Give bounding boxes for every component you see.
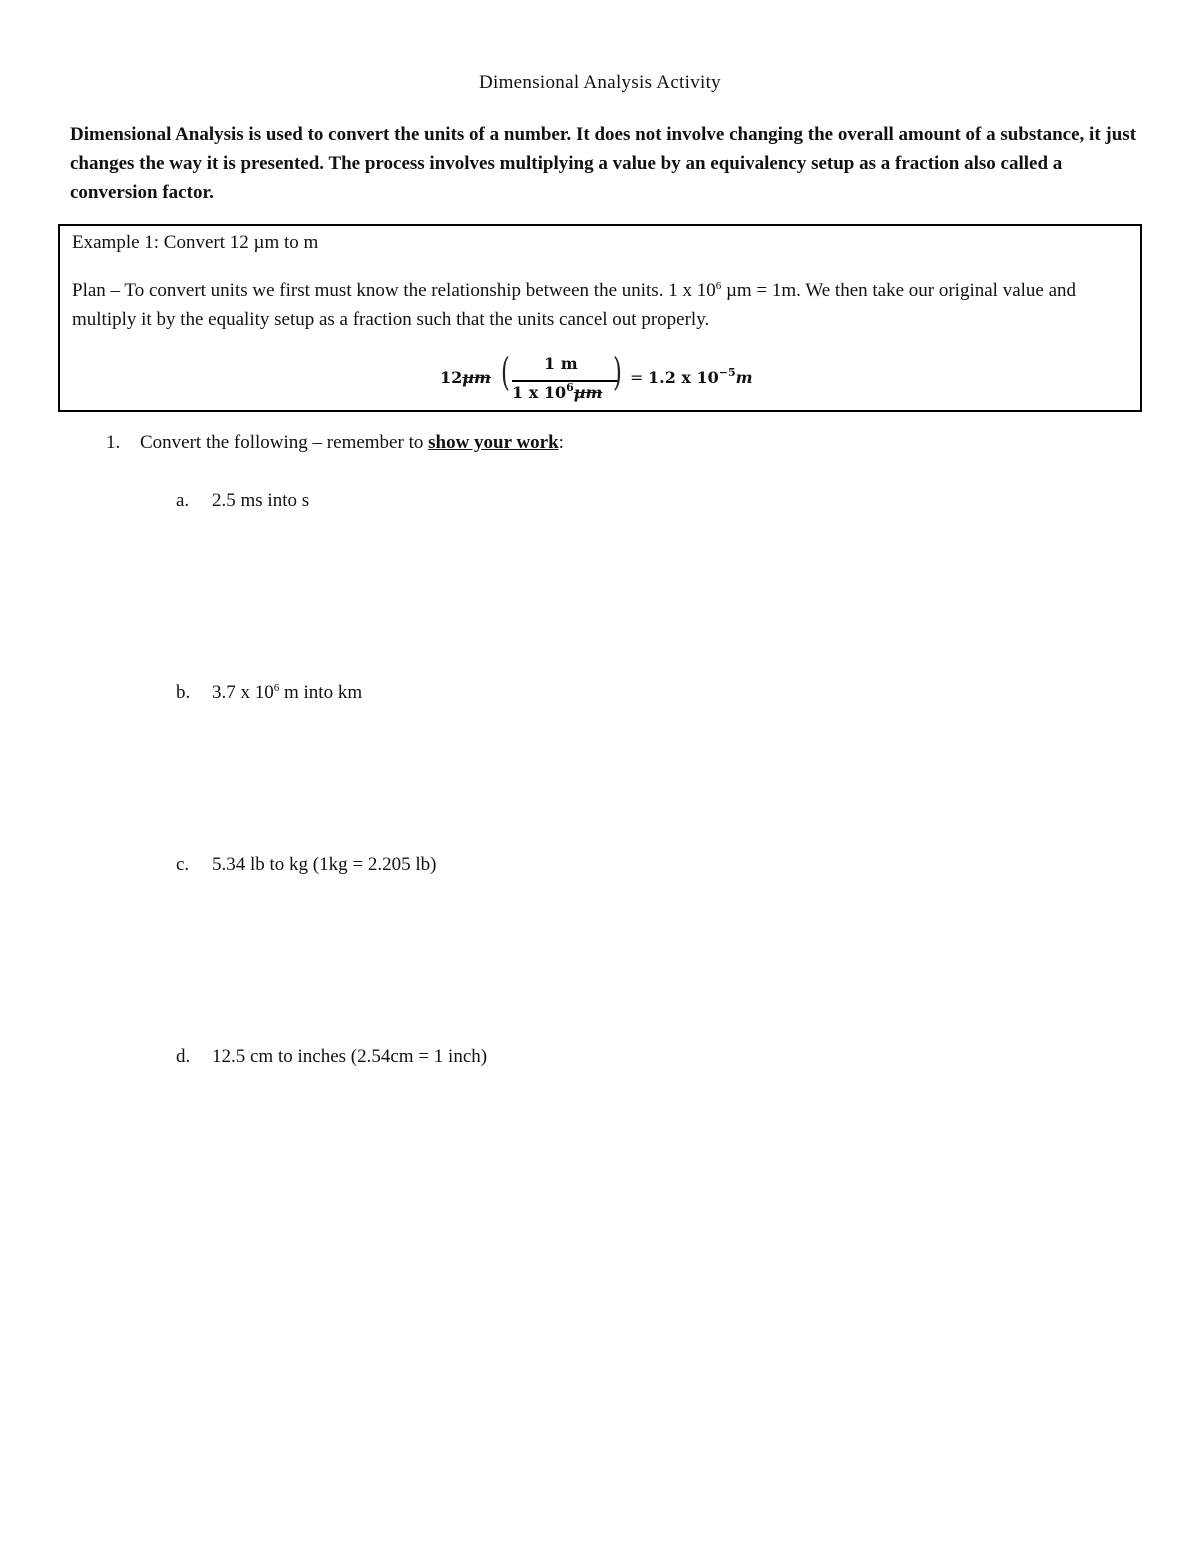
show-work-emphasis: show your work xyxy=(428,432,559,453)
question-letter: a. xyxy=(176,490,190,511)
equation-result: 1.2 x $10^{-5}m$ xyxy=(648,366,753,387)
plan-text-start: Plan – To convert units we first must know the relationship between the units. 1 x 10 xyxy=(72,280,716,301)
question-text: 12.5 cm to inches (2.54cm = 1 inch) xyxy=(212,1046,488,1067)
question-c xyxy=(176,854,436,876)
equation-value: 12µm xyxy=(440,368,491,387)
question-letter: b. xyxy=(176,682,191,703)
equation-numerator: 1 m xyxy=(544,354,578,373)
question-b xyxy=(176,682,362,704)
fraction-bar xyxy=(512,380,618,382)
example-plan xyxy=(72,276,1122,334)
plan-exponent: 6 xyxy=(715,280,722,292)
question-text: 3.7 x 10 xyxy=(212,682,274,703)
question-text-end: m into km xyxy=(279,682,363,703)
document-title: Dimensional Analysis Activity xyxy=(479,72,721,93)
equation-denominator: 1 x $10^6\mu m$ xyxy=(512,381,603,402)
question-text: 5.34 lb to kg (1kg = 2.205 lb) xyxy=(212,854,437,875)
plan-text-end: µm = 1m. We then take our original value and multiply it by the equality setup as a fraction such that the units cancel out properly. xyxy=(72,280,1077,330)
example-box xyxy=(58,224,1142,412)
question-exponent: 6 xyxy=(273,682,280,694)
question-a xyxy=(176,490,309,512)
example-title: Example 1: Convert 12 µm to m xyxy=(72,232,319,253)
question-letter: c. xyxy=(176,854,190,875)
denominator-unit: µm xyxy=(573,383,603,402)
intro-paragraph: Dimensional Analysis is used to convert the units of a number. It does not involve changing the overall amount of a substance, it just changes the way it is presented. The process involves multiplying a value by an equivalency setup as a fraction also called a conversion factor. xyxy=(70,124,1137,203)
section-number: 1. xyxy=(106,432,121,453)
equation-equals: = xyxy=(630,368,644,387)
left-paren: ( xyxy=(500,350,510,394)
right-paren: ) xyxy=(612,350,622,394)
question-d xyxy=(176,1046,487,1068)
question-text: 2.5 ms into s xyxy=(212,490,310,511)
section-prompt: Convert the following – remember to xyxy=(140,432,429,453)
equation-value-unit: µm xyxy=(462,368,491,387)
section-heading xyxy=(106,432,564,454)
question-letter: d. xyxy=(176,1046,191,1067)
section-prompt-suffix: : xyxy=(558,432,564,453)
